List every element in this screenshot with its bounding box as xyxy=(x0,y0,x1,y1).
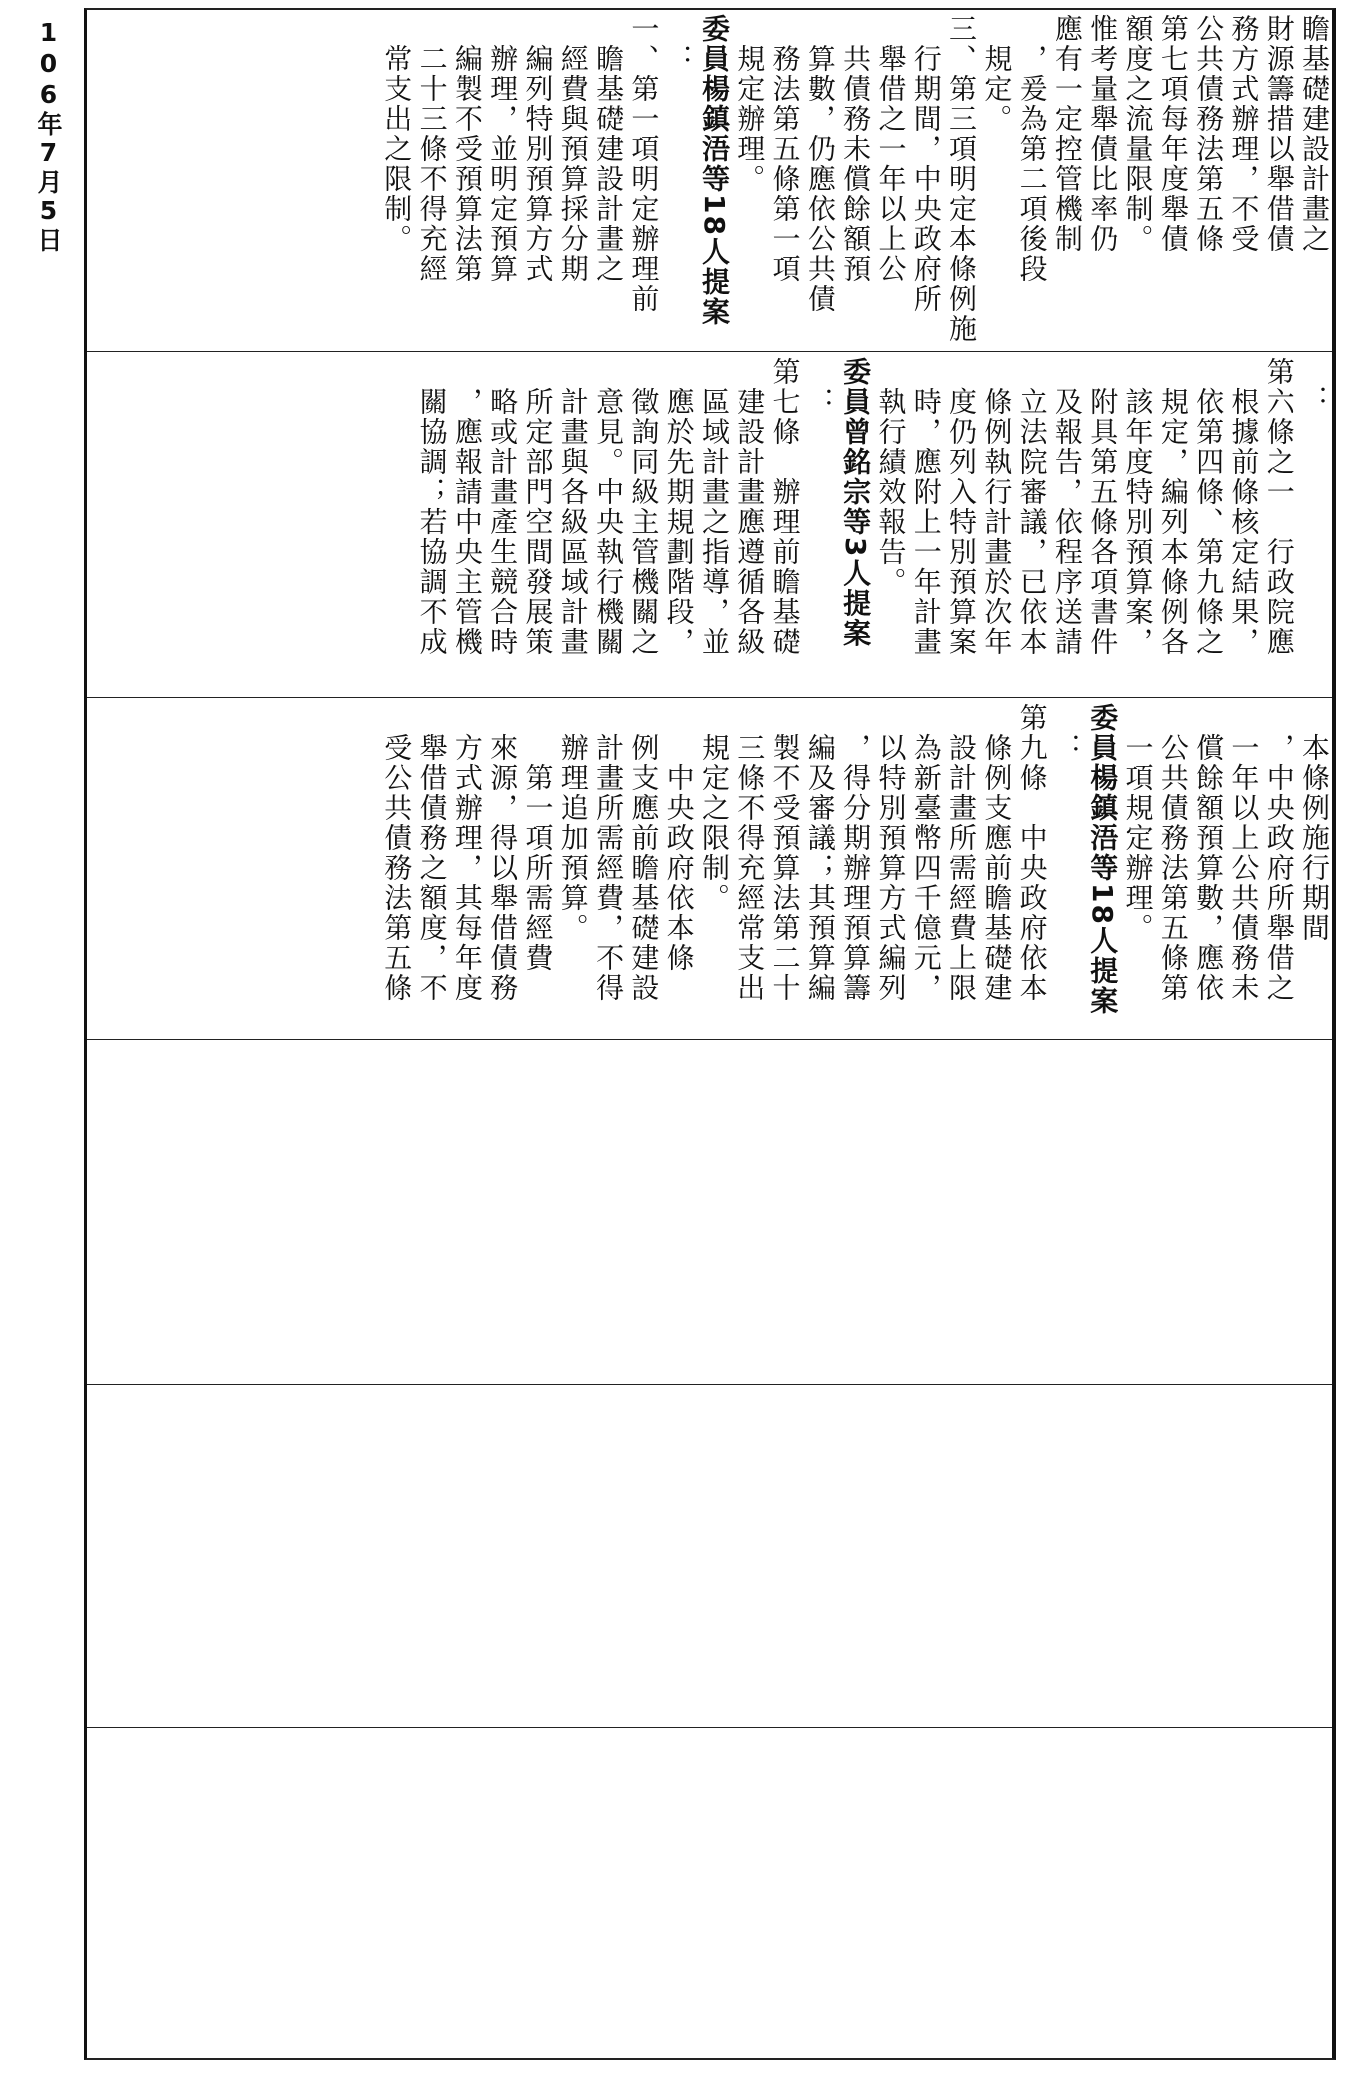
text-line: 算數，仍應依公共債 xyxy=(803,14,837,314)
text-line: 中央政府依本條 xyxy=(662,703,696,973)
text-line: ，中央政府所舉借之 xyxy=(1262,703,1296,1003)
text-line: 本條例施行期間 xyxy=(1298,703,1331,943)
text-line: 三條不得充經常支出 xyxy=(733,703,767,1003)
text-line: 一項規定辦理。 xyxy=(1121,703,1155,943)
text-line: 編製不受預算法第 xyxy=(450,14,484,284)
text-line: 以特別預算方式編列 xyxy=(874,703,908,1003)
text-line: 一、第一項明定辦理前 xyxy=(627,14,661,314)
proposal-heading: 委員曾銘宗等3人提案 xyxy=(839,357,873,649)
text-line: 建設計畫應遵循各級 xyxy=(733,357,767,657)
text-line: 經費與預算採分期 xyxy=(556,14,590,284)
text-line: 瞻基礎建設計畫之 xyxy=(592,14,626,284)
text-line: ，應報請中央主管機 xyxy=(450,357,484,657)
text-section-2 xyxy=(414,357,1332,695)
text-line: 三、第三項明定本條例施 xyxy=(945,14,979,344)
text-line: ，得分期辦理預算籌 xyxy=(839,703,873,1003)
text-line: 徵詢同級主管機關之 xyxy=(627,357,661,657)
text-line: 惟考量舉債比率仍 xyxy=(1086,14,1120,254)
text-line: 二十三條不得充經 xyxy=(415,14,449,284)
text-line: 執行績效報告。 xyxy=(874,357,908,597)
text-line: 公共債務法第五條 xyxy=(1192,14,1226,254)
text-line: 一年以上公共債務未 xyxy=(1227,703,1261,1003)
text-line: 條例支應前瞻基礎建 xyxy=(980,703,1014,1003)
text-line: 第九條 中央政府依本 xyxy=(1015,703,1049,1003)
text-line: 辦理，並明定預算 xyxy=(486,14,520,284)
text-line: 應於先期規劃階段， xyxy=(662,357,696,657)
text-line: 設計畫所需經費上限 xyxy=(945,703,979,1003)
row-divider xyxy=(87,1384,1332,1385)
text-line: 方式辦理，其每年度 xyxy=(450,703,484,1003)
text-line: 計畫與各級區域計畫 xyxy=(556,357,590,657)
page-date: 106年7月5日 xyxy=(34,18,63,254)
text-line: 所定部門空間發展策 xyxy=(521,357,555,657)
text-line: 瞻基礎建設計畫之 xyxy=(1298,14,1331,254)
text-line: 務方式辦理，不受 xyxy=(1227,14,1261,254)
text-line: 常支出之限制。 xyxy=(380,14,414,254)
text-line: 第一項所需經費 xyxy=(521,703,555,973)
text-line: 應有一定控管機制 xyxy=(1050,14,1084,254)
text-line: ，爰為第二項後段 xyxy=(1015,14,1049,284)
text-line: 規定辦理。 xyxy=(733,14,767,194)
text-section-3 xyxy=(379,703,1332,1037)
text-line: 附具第五條各項書件 xyxy=(1086,357,1120,657)
text-line: 立法院審議，已依本 xyxy=(1015,357,1049,657)
text-line: 行期間，中央政府所 xyxy=(909,14,943,314)
text-line: 第七條 辦理前瞻基礎 xyxy=(768,357,802,657)
proposal-heading: 委員楊鎮浯等18人提案 xyxy=(1086,703,1120,1016)
text-line: 及報告，依程序送請 xyxy=(1050,357,1084,657)
text-line: 時，應附上一年計畫 xyxy=(909,357,943,657)
text-line: 區域計畫之指導，並 xyxy=(697,357,731,657)
text-line: 為新臺幣四千億元， xyxy=(909,703,943,1003)
text-line: ： xyxy=(803,357,837,417)
proposal-heading: 委員楊鎮浯等18人提案 xyxy=(697,14,731,327)
text-line: 財源籌措以舉借債 xyxy=(1262,14,1296,254)
text-line: 規定。 xyxy=(980,14,1014,134)
text-line: 例支應前瞻基礎建設 xyxy=(627,703,661,1003)
text-line: 公共債務法第五條第 xyxy=(1156,703,1190,1003)
text-line: 務法第五條第一項 xyxy=(768,14,802,284)
text-line: 依第四條、第九條之 xyxy=(1192,357,1226,657)
text-line: 略或計畫產生競合時 xyxy=(486,357,520,657)
text-line: 額度之流量限制。 xyxy=(1121,14,1155,254)
text-line: 製不受預算法第二十 xyxy=(768,703,802,1003)
text-line: 編列特別預算方式 xyxy=(521,14,555,284)
text-line: 意見。中央執行機關 xyxy=(592,357,626,657)
row-divider xyxy=(87,697,1332,698)
row-divider xyxy=(87,1727,1332,1728)
text-line: 第六條之一 行政院應 xyxy=(1262,357,1296,657)
text-line: 度仍列入特別預算案 xyxy=(945,357,979,657)
text-line: 償餘額預算數，應依 xyxy=(1192,703,1226,1003)
text-line: 第七項每年度舉債 xyxy=(1156,14,1190,254)
text-line: ： xyxy=(1050,703,1084,763)
text-line: 該年度特別預算案， xyxy=(1121,357,1155,657)
text-line: 編及審議；其預算編 xyxy=(803,703,837,1003)
text-line: 規定，編列本條例各 xyxy=(1156,357,1190,657)
text-line: 舉借債務之額度，不 xyxy=(415,703,449,1003)
text-line: 來源，得以舉借債務 xyxy=(486,703,520,1003)
text-line: 舉借之一年以上公 xyxy=(874,14,908,284)
row-divider xyxy=(87,1039,1332,1040)
text-line: 關協調；若協調不成 xyxy=(415,357,449,657)
text-line: ： xyxy=(1298,385,1331,415)
text-line: 辦理追加預算。 xyxy=(556,703,590,943)
text-line: 條例執行計畫於次年 xyxy=(980,357,1014,657)
text-line: 共債務未償餘額預 xyxy=(839,14,873,284)
text-section-1 xyxy=(379,14,1332,350)
row-divider xyxy=(87,351,1332,352)
text-line: ： xyxy=(662,14,696,74)
text-line: 根據前條核定結果， xyxy=(1227,357,1261,657)
text-line: 計畫所需經費，不得 xyxy=(592,703,626,1003)
text-line: 規定之限制。 xyxy=(697,703,731,913)
text-line: 受公共債務法第五條 xyxy=(380,703,414,1003)
